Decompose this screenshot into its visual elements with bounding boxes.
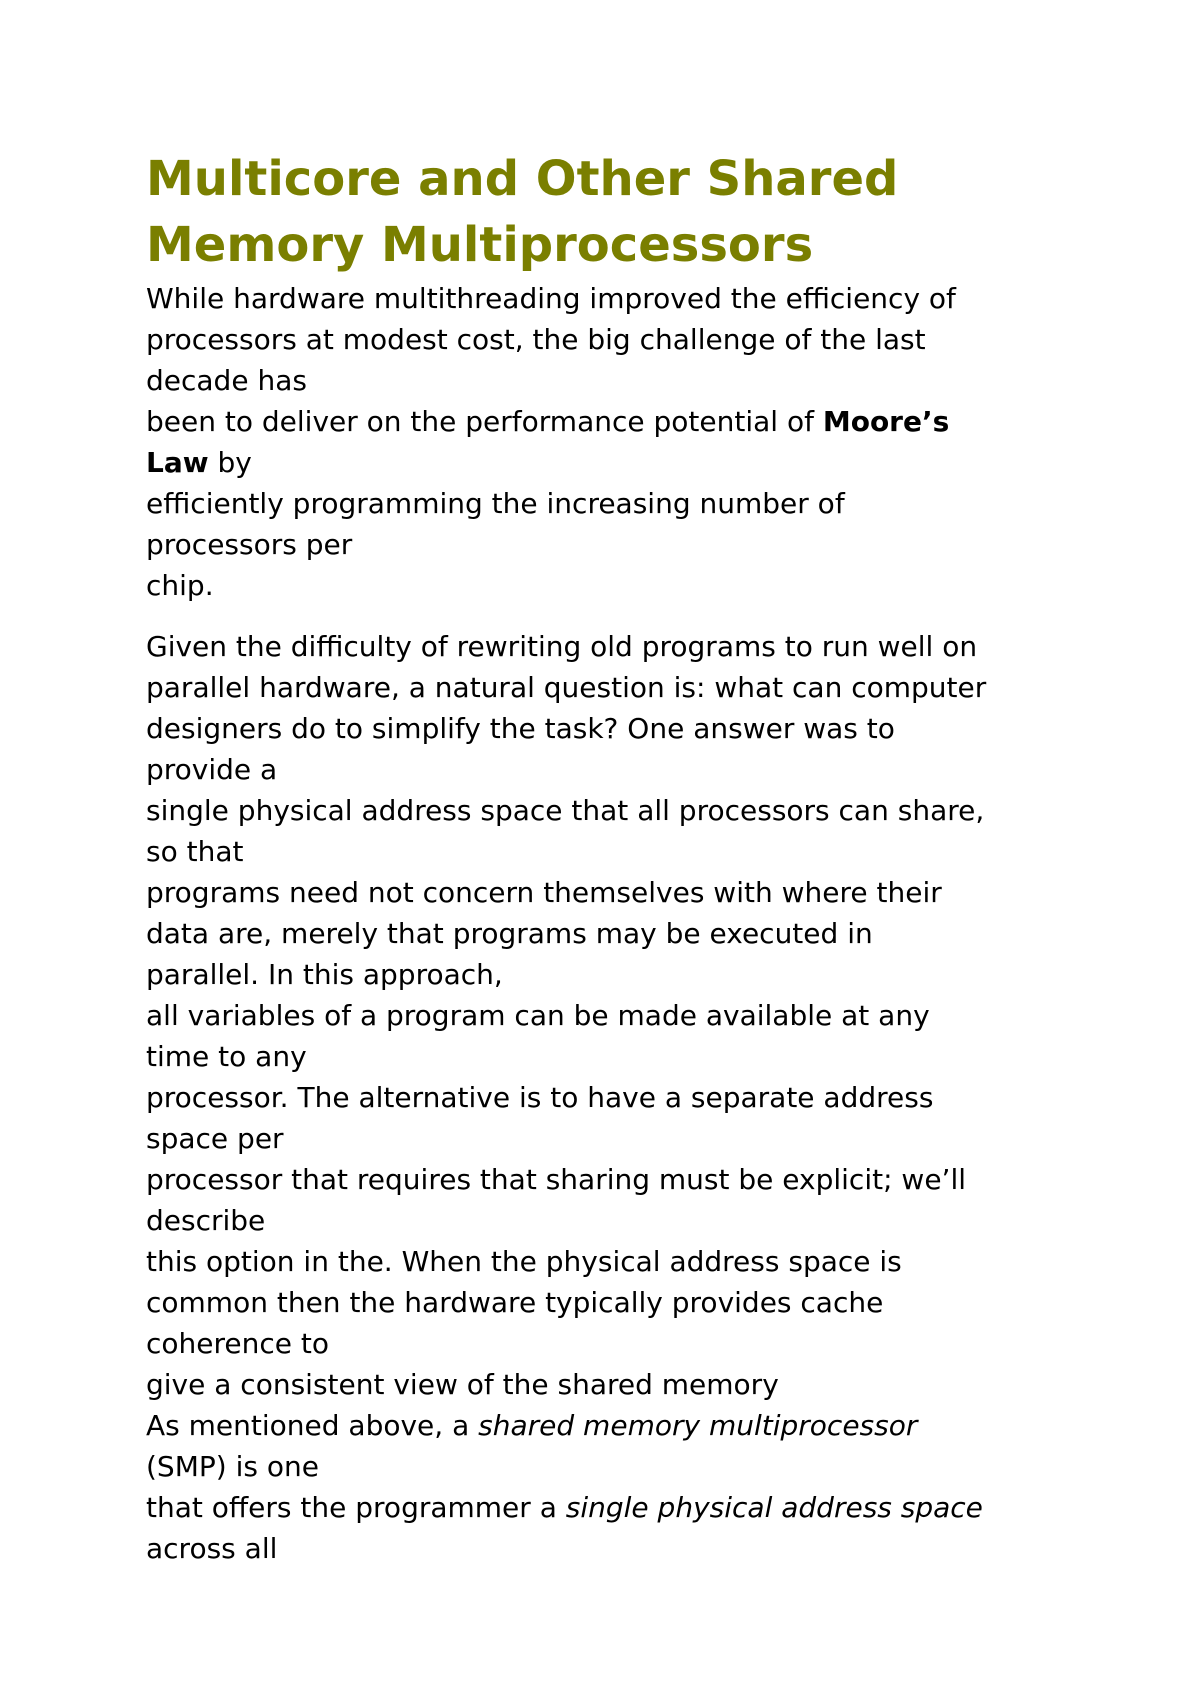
text-line: decade has bbox=[146, 364, 307, 397]
document-title bbox=[146, 146, 1106, 278]
text-line: so that bbox=[146, 835, 244, 868]
text-line: space per bbox=[146, 1122, 284, 1155]
text-line: across all bbox=[146, 1532, 278, 1565]
paragraph-1 bbox=[146, 278, 1106, 606]
text-line: single physical address space that all processors can share, bbox=[146, 794, 985, 827]
text-line: provide a bbox=[146, 753, 278, 786]
bold-term: Law bbox=[146, 446, 209, 479]
text-line: coherence to bbox=[146, 1327, 329, 1360]
text-line: time to any bbox=[146, 1040, 307, 1073]
text-line: describe bbox=[146, 1204, 266, 1237]
title-line-1: Multicore and Other Shared bbox=[146, 151, 899, 207]
text-line bbox=[146, 1487, 1106, 1528]
document-content bbox=[146, 146, 1106, 1569]
title-line-2: Memory Multiprocessors bbox=[146, 217, 814, 273]
text-segment: As mentioned above, a bbox=[146, 1409, 479, 1442]
text-line: common then the hardware typically provides cache bbox=[146, 1286, 884, 1319]
bold-term: Moore’s bbox=[822, 405, 950, 438]
text-line: processors at modest cost, the big challenge of the last bbox=[146, 323, 926, 356]
text-line bbox=[146, 1405, 1106, 1446]
text-line: (SMP) is one bbox=[146, 1450, 319, 1483]
text-line: While hardware multithreading improved the efficiency of bbox=[146, 282, 956, 315]
text-line: designers do to simplify the task? One answer was to bbox=[146, 712, 895, 745]
text-line: processor. The alternative is to have a separate address bbox=[146, 1081, 934, 1114]
text-line: parallel hardware, a natural question is: what can computer bbox=[146, 671, 987, 704]
italic-term: shared memory multiprocessor bbox=[478, 1409, 918, 1442]
paragraph-2 bbox=[146, 626, 1106, 1569]
text-line bbox=[146, 401, 1106, 442]
text-line: processor that requires that sharing must be explicit; we’ll bbox=[146, 1163, 966, 1196]
text-line: programs need not concern themselves with where their bbox=[146, 876, 942, 909]
text-line: data are, merely that programs may be executed in bbox=[146, 917, 873, 950]
text-line: Given the difficulty of rewriting old programs to run well on bbox=[146, 630, 978, 663]
text-line: parallel. In this approach, bbox=[146, 958, 503, 991]
text-line: give a consistent view of the shared memory bbox=[146, 1368, 779, 1401]
paragraph-spacer bbox=[146, 606, 1106, 626]
text-line: this option in the. When the physical address space is bbox=[146, 1245, 902, 1278]
text-line bbox=[146, 442, 1106, 483]
text-line: all variables of a program can be made available at any bbox=[146, 999, 930, 1032]
text-line: efficiently programming the increasing number of bbox=[146, 487, 845, 520]
text-line: chip. bbox=[146, 569, 214, 602]
text-segment: by bbox=[208, 446, 252, 479]
text-segment: been to deliver on the performance potential of bbox=[146, 405, 823, 438]
italic-term: single physical address space bbox=[565, 1491, 983, 1524]
text-segment: that offers the programmer a bbox=[146, 1491, 566, 1524]
text-line: processors per bbox=[146, 528, 353, 561]
